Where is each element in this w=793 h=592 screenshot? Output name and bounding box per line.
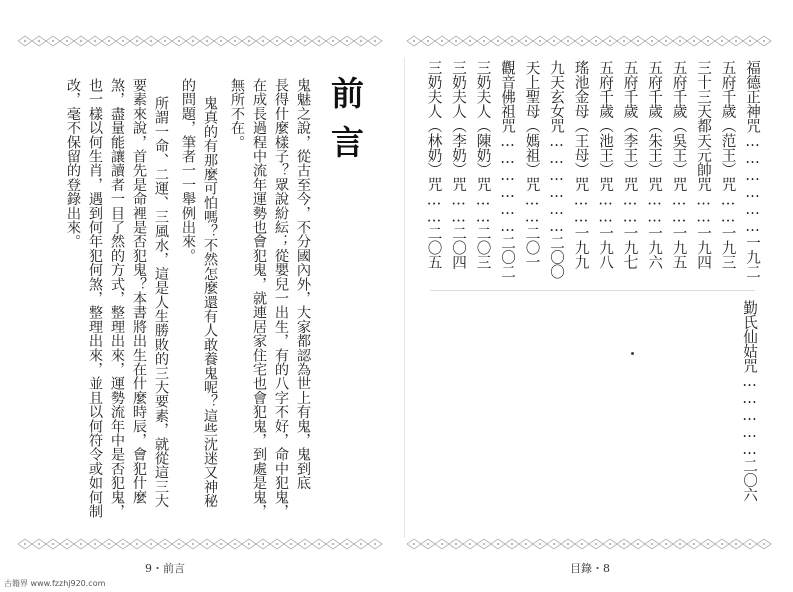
border-dot xyxy=(136,40,138,42)
border-dot xyxy=(234,543,236,545)
paragraph-line: 長得什麼樣子？眾說紛紜；從嬰兒一出生，有的八字不好，命中犯鬼， xyxy=(273,78,289,519)
toc-entry-label: 五府千歲（吳王）咒 xyxy=(670,60,688,192)
toc-entry xyxy=(720,60,737,269)
border-dot xyxy=(346,40,348,42)
toc-entry-page: 二〇六 xyxy=(741,458,758,502)
border-dot xyxy=(136,543,138,545)
border-dot xyxy=(248,543,250,545)
border-dot xyxy=(763,543,765,545)
border-dot xyxy=(455,40,457,42)
toc-leader: …………… xyxy=(741,373,758,458)
border-dot xyxy=(483,40,485,42)
toc-entry-page: 一九三 xyxy=(719,225,737,270)
border-dot xyxy=(679,40,681,42)
toc-entry xyxy=(573,60,590,269)
border-dot xyxy=(707,543,709,545)
toc-entry-label: 天上聖母（媽祖）咒 xyxy=(523,60,541,192)
border-dot xyxy=(693,40,695,42)
toc-entry-page: 二〇二 xyxy=(499,235,516,279)
toc-entry xyxy=(597,60,614,269)
toc-entry-label: 三奶夫人（李奶）咒 xyxy=(450,60,467,192)
toc-entry-label: 福德正神咒 xyxy=(744,60,761,133)
toc-entry-label: 瑤池金母（王母）咒 xyxy=(572,60,590,192)
toc-entry-label: 勤氏仙姑咒 xyxy=(741,300,758,373)
border-dot xyxy=(567,40,569,42)
toc-leader: …… xyxy=(597,191,614,226)
paragraph-line: 所謂一命、二運、三風水，這是人生勝敗的三大要素，就從這三大 xyxy=(153,96,169,508)
page-footer-right: 目錄・8 xyxy=(570,562,610,575)
border-dot xyxy=(150,40,152,42)
toc-leader: …… xyxy=(670,191,688,226)
border-dot xyxy=(735,40,737,42)
paragraph-line: 無所不在。 xyxy=(229,78,245,149)
toc-entry-label: 五府千歲（池王）咒 xyxy=(597,60,614,192)
border-dot xyxy=(651,40,653,42)
border-dot xyxy=(290,543,292,545)
border-dot xyxy=(360,40,362,42)
border-dot xyxy=(623,543,625,545)
toc-entry-page: 一九五 xyxy=(670,225,688,270)
toc-leader: ……………… xyxy=(744,133,761,235)
border-dot xyxy=(441,40,443,42)
border-dot xyxy=(497,40,499,42)
border-dot xyxy=(567,543,569,545)
toc-entry xyxy=(450,60,467,269)
toc-entry xyxy=(695,60,712,269)
border-dot xyxy=(94,543,96,545)
bottom-border-ornament xyxy=(18,537,775,551)
border-dot xyxy=(206,40,208,42)
border-dot xyxy=(304,40,306,42)
border-dot xyxy=(581,543,583,545)
border-dot xyxy=(318,543,320,545)
toc-entry-label: 五府千歲（范王）咒 xyxy=(719,60,737,192)
border-dot xyxy=(525,543,527,545)
toc-leader: …… xyxy=(523,191,541,226)
toc-leader: …… xyxy=(572,191,590,226)
toc-entry-label: 五府千歲（朱王）咒 xyxy=(646,60,663,192)
border-dot xyxy=(374,40,376,42)
border-dot xyxy=(441,543,443,545)
toc-leader: …… xyxy=(474,191,492,226)
border-dot xyxy=(164,40,166,42)
toc-leader: …… xyxy=(695,191,712,226)
border-dot xyxy=(553,543,555,545)
border-dot xyxy=(497,543,499,545)
toc-entry xyxy=(548,60,565,279)
border-dot xyxy=(38,40,40,42)
paragraph-line: 鬼真的有那麼可怕嗎？不然怎麼還有人敢養鬼呢？這些沈迷又神秘 xyxy=(202,96,218,508)
border-dot xyxy=(511,543,513,545)
page-gutter xyxy=(404,58,405,538)
border-dot xyxy=(52,543,54,545)
border-dot xyxy=(122,543,124,545)
border-dot xyxy=(220,543,222,545)
border-dot xyxy=(623,40,625,42)
border-dot xyxy=(304,543,306,545)
border-dot xyxy=(360,543,362,545)
border-dot xyxy=(539,40,541,42)
border-dot xyxy=(721,40,723,42)
border-dot xyxy=(455,543,457,545)
border-dot xyxy=(707,40,709,42)
border-dot xyxy=(192,40,194,42)
border-dot xyxy=(220,40,222,42)
toc-entry-label: 三十三天都天元帥咒 xyxy=(695,60,712,192)
toc-entry-page: 一九八 xyxy=(597,225,614,270)
toc-leader: ……………… xyxy=(499,133,516,235)
toc-entry xyxy=(622,60,639,269)
border-dot xyxy=(108,543,110,545)
border-dot xyxy=(318,40,320,42)
toc-leader: …… xyxy=(450,191,467,226)
paragraph-line: 要素來說，首先是命裡是否犯鬼？本書將出生在什麼時辰，會犯什麼 xyxy=(131,78,147,504)
border-dot xyxy=(178,40,180,42)
toc-entry-page: 一九二 xyxy=(744,235,761,279)
border-dot xyxy=(651,543,653,545)
border-dot xyxy=(192,543,194,545)
border-dot xyxy=(374,543,376,545)
toc-entry-page: 二〇一 xyxy=(523,225,541,270)
border-dot xyxy=(735,543,737,545)
paragraph-line: 在成長過程中流年運勢也會犯鬼，就連居家住宅也會犯鬼，到處是鬼， xyxy=(251,78,267,519)
border-dot xyxy=(80,543,82,545)
border-dot xyxy=(749,40,751,42)
border-dot xyxy=(332,40,334,42)
border-dot xyxy=(637,40,639,42)
border-dot xyxy=(763,40,765,42)
border-dot xyxy=(679,543,681,545)
border-dot xyxy=(665,40,667,42)
border-dot xyxy=(427,40,429,42)
toc-entry xyxy=(426,60,443,269)
border-dot xyxy=(427,543,429,545)
border-dot xyxy=(66,543,68,545)
toc-entry xyxy=(744,60,761,279)
border-dot xyxy=(511,40,513,42)
border-dot xyxy=(276,543,278,545)
paragraph-line: 也一樣以何生肖，遇到何年犯何煞，整理出來，並且以何符令或如何制 xyxy=(87,78,103,519)
border-dot xyxy=(553,40,555,42)
toc-entry-label: 三奶夫人（陳奶）咒 xyxy=(474,60,492,192)
page-title: 前言 xyxy=(326,76,365,174)
border-dot xyxy=(609,40,611,42)
toc-entry xyxy=(524,60,541,269)
border-dot xyxy=(637,543,639,545)
border-dot xyxy=(749,543,751,545)
border-dot xyxy=(721,543,723,545)
toc-entry-page: 二〇三 xyxy=(474,225,492,270)
border-dot xyxy=(122,40,124,42)
border-dot xyxy=(94,40,96,42)
toc-leader: …… xyxy=(719,191,737,226)
border-dot xyxy=(276,40,278,42)
border-dot xyxy=(38,543,40,545)
border-dot xyxy=(609,543,611,545)
border-dot xyxy=(24,40,26,42)
toc-entry-page: 二〇四 xyxy=(450,225,467,270)
border-dot xyxy=(665,543,667,545)
border-dot xyxy=(581,40,583,42)
border-dot xyxy=(483,543,485,545)
border-dot xyxy=(248,40,250,42)
divider xyxy=(430,290,755,291)
toc-entry-page: 二〇五 xyxy=(425,225,443,270)
border-dot xyxy=(595,40,597,42)
border-dot xyxy=(346,543,348,545)
toc-entry-last xyxy=(741,300,758,502)
border-dot xyxy=(262,40,264,42)
border-dot xyxy=(150,543,152,545)
border-dot xyxy=(539,543,541,545)
toc-entry-label: 觀音佛祖咒 xyxy=(499,60,516,133)
site-credit: 古籍界 www.fzzhj920.com xyxy=(4,579,106,588)
toc-entry-page: 一九七 xyxy=(621,225,639,270)
border-dot xyxy=(164,543,166,545)
page-footer-left: 9・前言 xyxy=(145,562,185,575)
toc-entry-label: 三奶夫人（林奶）咒 xyxy=(425,60,443,192)
toc-leader: …… xyxy=(646,191,663,226)
border-dot xyxy=(413,40,415,42)
border-dot xyxy=(262,543,264,545)
toc-leader: …… xyxy=(425,191,443,226)
border-dot xyxy=(290,40,292,42)
toc-entry xyxy=(646,60,663,269)
border-dot xyxy=(595,543,597,545)
border-dot xyxy=(24,543,26,545)
border-dot xyxy=(66,40,68,42)
toc-entry-label: 九天玄女咒 xyxy=(548,60,565,133)
border-dot xyxy=(525,40,527,42)
border-dot xyxy=(178,543,180,545)
toc-entry xyxy=(475,60,492,269)
border-dot xyxy=(332,543,334,545)
toc-entry xyxy=(499,60,516,279)
border-dot xyxy=(693,543,695,545)
toc-entry-page: 一九四 xyxy=(695,225,712,270)
paragraph-line: 改，毫不保留的登錄出來。 xyxy=(65,78,81,249)
toc-entry xyxy=(671,60,688,269)
border-dot xyxy=(234,40,236,42)
top-border-ornament xyxy=(18,34,775,48)
toc-leader: ……………… xyxy=(548,133,565,235)
paragraph-line: 煞，盡量能讓讀者一目了然的方式，整理出來，運勢流年中是否犯鬼， xyxy=(109,78,125,519)
border-dot xyxy=(469,40,471,42)
border-dot xyxy=(52,40,54,42)
toc-entry-page: 一九九 xyxy=(572,225,590,270)
paragraph-line: 鬼魅之說，從古至今，不分國內外，大家都認為世上有鬼，鬼到底 xyxy=(295,78,311,490)
paragraph-line: 的問題，筆者一一舉例出來。 xyxy=(180,78,196,263)
border-dot xyxy=(108,40,110,42)
toc-entry-label: 五府千歲（李王）咒 xyxy=(621,60,639,192)
ink-dot xyxy=(631,352,634,355)
border-dot xyxy=(469,543,471,545)
border-dot xyxy=(206,543,208,545)
toc-leader: …… xyxy=(621,191,639,226)
border-dot xyxy=(80,40,82,42)
border-dot xyxy=(413,543,415,545)
toc-entry-page: 一九六 xyxy=(646,225,663,270)
toc-entry-page: 二〇〇 xyxy=(548,235,565,279)
